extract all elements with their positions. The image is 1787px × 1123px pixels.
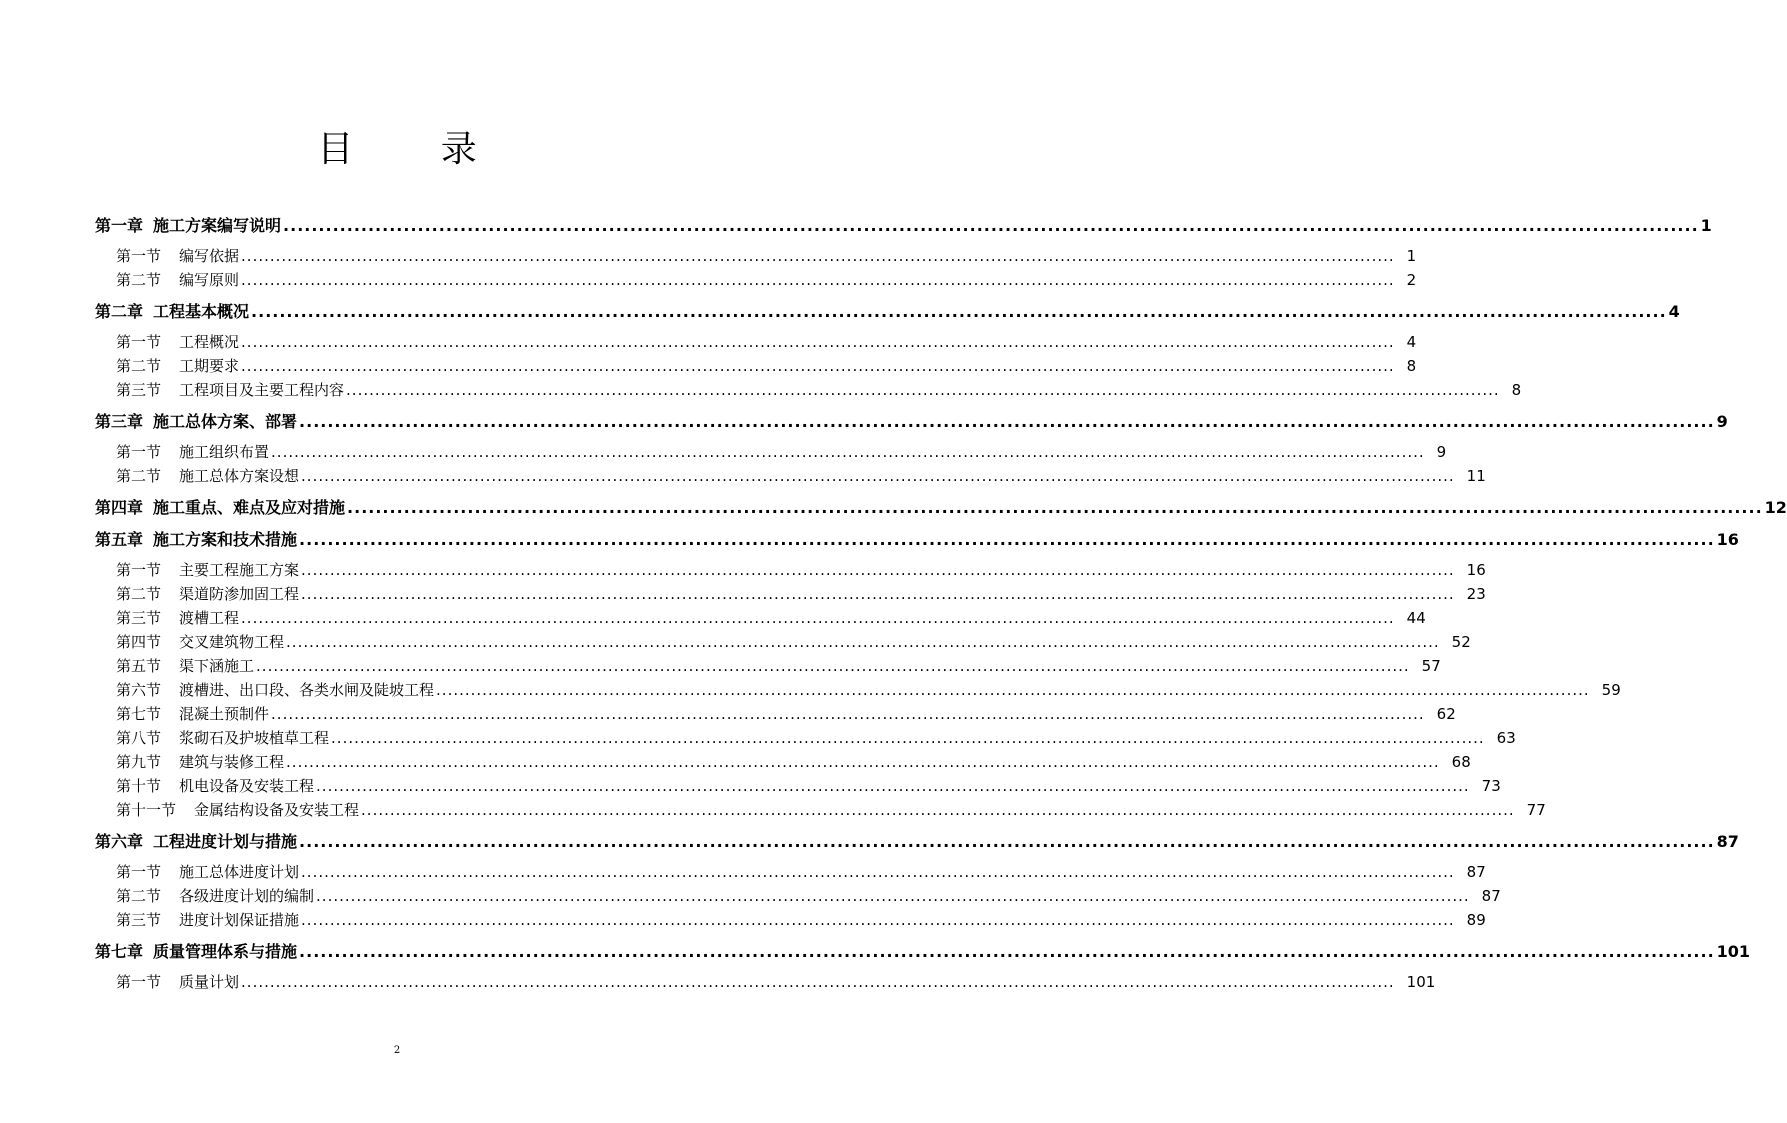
toc-chapter-entry[interactable]: [95, 410, 1728, 434]
toc-entry-title: 浆砌石及护坡植草工程: [179, 729, 330, 747]
toc-section-entry[interactable]: [95, 330, 1417, 354]
toc-entry-label: [116, 970, 239, 994]
toc-section-entry[interactable]: [95, 970, 1436, 994]
toc-section-entry[interactable]: [95, 884, 1501, 908]
toc-chapter-entry[interactable]: [95, 830, 1739, 854]
toc-entry-number: 第一节: [116, 443, 162, 461]
dot-leader: ........................................................................................................................................................................................................: [241, 247, 1395, 265]
toc-entry-title: 施工方案编写说明: [153, 216, 282, 235]
toc-entry-page: 52: [1451, 633, 1471, 651]
toc-entry-label: [116, 908, 299, 932]
toc-entry-label: [116, 330, 239, 354]
toc-entry-number: 第二章: [95, 302, 144, 321]
toc-entry-title: 施工组织布置: [179, 443, 270, 461]
dot-leader: ........................................................................................................................................................................................................: [299, 412, 1715, 431]
toc-entry-page: 101: [1406, 973, 1436, 991]
toc-entry-number: 第三节: [116, 609, 162, 627]
toc-entry-page: 101: [1716, 942, 1751, 961]
toc-entry-label: [116, 702, 269, 726]
toc-entry-label: [95, 214, 281, 238]
toc-entry-page: 1: [1700, 216, 1712, 235]
toc-entry-title: 各级进度计划的编制: [179, 887, 315, 905]
dot-leader: ........................................................................................................................................................................................................: [241, 333, 1395, 351]
toc-entry-number: 第十节: [116, 777, 162, 795]
toc-section-entry[interactable]: [95, 908, 1486, 932]
toc-entry-title: 进度计划保证措施: [179, 911, 300, 929]
toc-section-entry[interactable]: [95, 750, 1471, 774]
dot-leader: ........................................................................................................................................................................................................: [331, 729, 1485, 747]
toc-entry-page: 11: [1466, 467, 1486, 485]
toc-entry-number: 第三节: [116, 911, 162, 929]
dot-leader: ........................................................................................................................................................................................................: [316, 887, 1470, 905]
page-number: 2: [393, 1045, 401, 1056]
toc-entry-page: 44: [1406, 609, 1426, 627]
toc-entry-title: 金属结构设备及安装工程: [194, 801, 360, 819]
toc-entry-title: 工程概况: [179, 333, 240, 351]
toc-entry-page: 1: [1406, 247, 1417, 265]
dot-leader: ........................................................................................................................................................................................................: [241, 973, 1395, 991]
dot-leader: ........................................................................................................................................................................................................: [251, 302, 1667, 321]
toc-chapter-entry[interactable]: [95, 300, 1680, 324]
toc-section-entry[interactable]: [95, 678, 1621, 702]
toc-entry-label: [95, 940, 297, 964]
toc-entry-page: 16: [1716, 530, 1739, 549]
toc-entry-number: 第一节: [116, 247, 162, 265]
toc-entry-label: [95, 300, 249, 324]
toc-entry-number: 第六节: [116, 681, 162, 699]
toc-entry-title: 渡槽工程: [179, 609, 240, 627]
toc-entry-label: [116, 440, 269, 464]
toc-entry-title: 施工总体方案设想: [179, 467, 300, 485]
toc-entry-title: 施工重点、难点及应对措施: [153, 498, 346, 517]
toc-entry-label: [116, 606, 239, 630]
page-title: 目 录: [317, 129, 515, 170]
toc-entry-page: 77: [1526, 801, 1546, 819]
toc-entry-title: 渡槽进、出口段、各类水闸及陡坡工程: [179, 681, 435, 699]
toc-entry-label: [116, 558, 299, 582]
toc-entry-page: 8: [1406, 357, 1417, 375]
toc-entry-number: 第二节: [116, 271, 162, 289]
dot-leader: ........................................................................................................................................................................................................: [299, 942, 1715, 961]
toc-entry-number: 第三节: [116, 381, 162, 399]
toc-entry-title: 施工方案和技术措施: [153, 530, 298, 549]
toc-entry-page: 9: [1436, 443, 1447, 461]
toc-entry-title: 工期要求: [179, 357, 240, 375]
toc-entry-label: [116, 354, 239, 378]
toc-entry-label: [116, 268, 239, 292]
toc-entry-page: 68: [1451, 753, 1471, 771]
toc-entry-number: 第二节: [116, 467, 162, 485]
toc-entry-page: 23: [1466, 585, 1486, 603]
toc-entry-page: 57: [1421, 657, 1441, 675]
toc-entry-page: 2: [1406, 271, 1417, 289]
toc-section-entry[interactable]: [95, 268, 1417, 292]
toc-entry-page: 73: [1481, 777, 1501, 795]
toc-entry-label: [116, 678, 434, 702]
toc-entry-page: 8: [1511, 381, 1522, 399]
toc-entry-page: 87: [1481, 887, 1501, 905]
toc-entry-label: [116, 464, 299, 488]
toc-entry-label: [116, 774, 314, 798]
dot-leader: ........................................................................................................................................................................................................: [301, 561, 1455, 579]
dot-leader: ........................................................................................................................................................................................................: [361, 801, 1515, 819]
toc-entry-title: 编写依据: [179, 247, 240, 265]
toc-entry-title: 渠下涵施工: [179, 657, 255, 675]
toc-entry-number: 第二节: [116, 887, 162, 905]
toc-entry-page: 63: [1496, 729, 1516, 747]
toc-entry-label: [95, 410, 297, 434]
dot-leader: ........................................................................................................................................................................................................: [241, 271, 1395, 289]
toc-entry-number: 第二节: [116, 357, 162, 375]
toc-entry-number: 第八节: [116, 729, 162, 747]
toc-entry-number: 第四节: [116, 633, 162, 651]
toc-entry-title: 施工总体进度计划: [179, 863, 300, 881]
toc-entry-page: 87: [1466, 863, 1486, 881]
toc-entry-title: 施工总体方案、部署: [153, 412, 298, 431]
toc-entry-number: 第一节: [116, 973, 162, 991]
toc-entry-page: 59: [1601, 681, 1621, 699]
toc-entry-label: [95, 528, 297, 552]
toc-entry-page: 12: [1764, 498, 1787, 517]
toc-entry-label: [116, 860, 299, 884]
dot-leader: ........................................................................................................................................................................................................: [271, 443, 1425, 461]
toc-entry-number: 第六章: [95, 832, 144, 851]
toc-section-entry[interactable]: [95, 582, 1486, 606]
toc-entry-title: 质量管理体系与措施: [153, 942, 298, 961]
toc-entry-label: [116, 378, 344, 402]
toc-section-entry[interactable]: [95, 606, 1426, 630]
toc-entry-number: 第四章: [95, 498, 144, 517]
toc-entry-label: [116, 798, 359, 822]
dot-leader: ........................................................................................................................................................................................................: [241, 609, 1395, 627]
toc-section-entry[interactable]: [95, 798, 1546, 822]
toc-entry-number: 第三章: [95, 412, 144, 431]
toc-section-entry[interactable]: [95, 702, 1456, 726]
toc-section-entry[interactable]: [95, 630, 1471, 654]
toc-entry-number: 第一节: [116, 333, 162, 351]
toc-entry-number: 第七章: [95, 942, 144, 961]
dot-leader: ........................................................................................................................................................................................................: [241, 357, 1395, 375]
toc-entry-label: [95, 496, 345, 520]
toc-chapter-entry[interactable]: [95, 214, 1712, 238]
dot-leader: ........................................................................................................................................................................................................: [301, 863, 1455, 881]
toc-entry-number: 第五节: [116, 657, 162, 675]
toc-section-entry[interactable]: [95, 244, 1417, 268]
dot-leader: ........................................................................................................................................................................................................: [301, 585, 1455, 603]
dot-leader: ........................................................................................................................................................................................................: [347, 498, 1763, 517]
toc-chapter-entry[interactable]: [95, 528, 1739, 552]
toc-section-entry[interactable]: [95, 726, 1516, 750]
toc-entry-label: [116, 244, 239, 268]
toc-entry-number: 第一节: [116, 863, 162, 881]
toc-entry-number: 第七节: [116, 705, 162, 723]
toc-entry-label: [116, 630, 284, 654]
toc-entry-label: [116, 750, 284, 774]
toc-entry-number: 第五章: [95, 530, 144, 549]
toc-entry-title: 工程项目及主要工程内容: [179, 381, 345, 399]
toc-entry-label: [116, 654, 254, 678]
dot-leader: ........................................................................................................................................................................................................: [436, 681, 1590, 699]
toc-entry-page: 89: [1466, 911, 1486, 929]
toc-section-entry[interactable]: [95, 440, 1447, 464]
table-of-contents: [95, 214, 1787, 994]
dot-leader: ........................................................................................................................................................................................................: [346, 381, 1500, 399]
dot-leader: ........................................................................................................................................................................................................: [316, 777, 1470, 795]
toc-entry-title: 建筑与装修工程: [179, 753, 285, 771]
dot-leader: ........................................................................................................................................................................................................: [283, 216, 1699, 235]
toc-entry-label: [116, 884, 314, 908]
toc-entry-page: 16: [1466, 561, 1486, 579]
toc-entry-title: 工程基本概况: [153, 302, 250, 321]
toc-section-entry[interactable]: [95, 378, 1522, 402]
dot-leader: ........................................................................................................................................................................................................: [286, 753, 1440, 771]
toc-entry-page: 62: [1436, 705, 1456, 723]
toc-entry-number: 第九节: [116, 753, 162, 771]
toc-section-entry[interactable]: [95, 558, 1486, 582]
toc-entry-label: [116, 582, 299, 606]
toc-entry-number: 第一章: [95, 216, 144, 235]
toc-section-entry[interactable]: [95, 860, 1486, 884]
toc-entry-label: [116, 726, 329, 750]
toc-entry-label: [95, 830, 297, 854]
toc-entry-page: 87: [1716, 832, 1739, 851]
toc-section-entry[interactable]: [95, 464, 1486, 488]
dot-leader: ........................................................................................................................................................................................................: [299, 530, 1715, 549]
dot-leader: ........................................................................................................................................................................................................: [299, 832, 1715, 851]
dot-leader: ........................................................................................................................................................................................................: [256, 657, 1410, 675]
toc-entry-title: 混凝土预制件: [179, 705, 270, 723]
dot-leader: ........................................................................................................................................................................................................: [301, 467, 1455, 485]
toc-chapter-entry[interactable]: [95, 496, 1787, 520]
toc-entry-title: 交叉建筑物工程: [179, 633, 285, 651]
toc-entry-title: 质量计划: [179, 973, 240, 991]
dot-leader: ........................................................................................................................................................................................................: [286, 633, 1440, 651]
toc-entry-page: 4: [1406, 333, 1417, 351]
toc-entry-number: 第十一节: [116, 801, 177, 819]
toc-section-entry[interactable]: [95, 774, 1501, 798]
toc-entry-page: 9: [1716, 412, 1728, 431]
toc-entry-title: 主要工程施工方案: [179, 561, 300, 579]
toc-entry-title: 工程进度计划与措施: [153, 832, 298, 851]
toc-entry-number: 第一节: [116, 561, 162, 579]
toc-section-entry[interactable]: [95, 354, 1417, 378]
toc-entry-title: 渠道防渗加固工程: [179, 585, 300, 603]
toc-chapter-entry[interactable]: [95, 940, 1751, 964]
toc-entry-page: 4: [1668, 302, 1680, 321]
toc-entry-title: 机电设备及安装工程: [179, 777, 315, 795]
toc-entry-title: 编写原则: [179, 271, 240, 289]
dot-leader: ........................................................................................................................................................................................................: [301, 911, 1455, 929]
toc-section-entry[interactable]: [95, 654, 1441, 678]
toc-entry-number: 第二节: [116, 585, 162, 603]
dot-leader: ........................................................................................................................................................................................................: [271, 705, 1425, 723]
